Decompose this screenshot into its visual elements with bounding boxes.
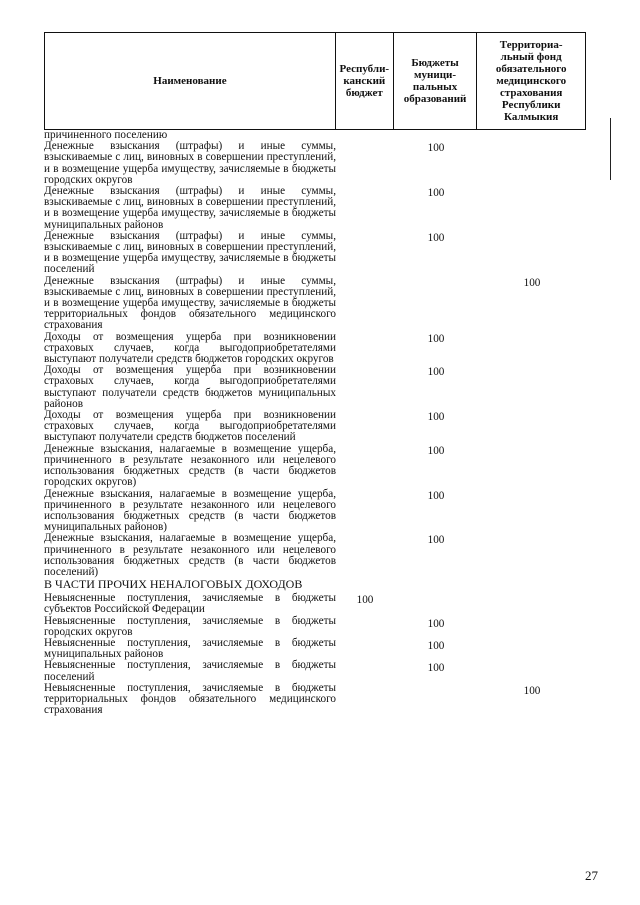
row-municipal: 100 [427,534,445,547]
row-name: Невыясненные поступления, зачисляемые в бюджеты поселений [44,659,336,683]
row-name: Денежные взыскания, налагаемые в возмещение ущерба, причиненного в результате незаконного или нецелевого использования бюджетных средств (в части бюджетов городских округов) [44,442,336,489]
table-row [44,660,586,682]
row-municipal: 100 [427,332,445,345]
row-republic [336,141,394,186]
row-republic [336,276,394,332]
row-fund [478,660,586,682]
row-republic [336,332,394,366]
row-municipal: 100 [427,187,445,200]
row-name: Денежные взыскания (штрафы) и иные суммы, взыскиваемые с лиц, виновных в совершении преступлений, и в возмещение ущерба имуществу, зачисляемые в бюджеты муниципальных районов [44,185,336,231]
row-republic [336,231,394,276]
row-name: Невыясненные поступления, зачисляемые в бюджеты территориальных фондов обязательного медицинского страхования [44,681,336,717]
table-row [44,186,586,231]
row-fund [478,141,586,186]
row-fund: 100 [523,684,541,697]
row-municipal: 100 [427,411,445,424]
row-name: причиненного поселению [44,129,168,141]
header-republic-budget: Республи- канский бюджет [336,33,394,129]
table-row [44,444,586,489]
row-republic [336,489,394,534]
page-number: 27 [585,868,598,883]
row-fund: 100 [523,276,541,289]
row-fund [478,616,586,638]
row-fund [478,593,586,615]
row-republic: 100 [356,594,374,607]
table-row [44,638,586,660]
row-name: Денежные взыскания, налагаемые в возмещение ущерба, причиненного в результате незаконного или нецелевого использования бюджетных средств (в части бюджетов поселений) [44,532,336,578]
row-fund [478,130,586,141]
row-municipal: 100 [427,617,445,630]
row-name: Денежные взыскания, налагаемые в возмещение ущерба, причиненного в результате незаконного или нецелевого использования бюджетных средств (в части бюджетов муниципальных районов) [44,487,336,534]
table-row [44,410,586,444]
row-fund [478,578,586,593]
table-row [44,231,586,276]
row-municipal: 100 [427,231,445,244]
row-republic [336,660,394,682]
row-republic [336,616,394,638]
row-municipal [394,683,478,717]
row-republic [336,365,394,410]
row-name: Денежные взыскания (штрафы) и иные суммы, взыскиваемые с лиц, виновных в совершении преступлений, и в возмещение ущерба имуществу, зачисляемые в бюджеты городских округов [44,140,336,186]
row-fund [478,186,586,231]
section-heading: В ЧАСТИ ПРОЧИХ НЕНАЛОГОВЫХ ДОХОДОВ [44,577,303,592]
row-name: Денежные взыскания (штрафы) и иные суммы, взыскиваемые с лиц, виновных в совершении преступлений, и в возмещение ущерба имуществу, зачисляемые в бюджеты поселений [44,229,336,276]
row-municipal [394,130,478,141]
table-row [44,489,586,534]
row-republic [336,533,394,578]
row-fund [478,533,586,578]
table-body [44,130,586,716]
row-fund [478,332,586,366]
row-name: Денежные взыскания (штрафы) и иные суммы, взыскиваемые с лиц, виновных в совершении преступлений, и в возмещение ущерба имуществу, зачисляемые в бюджеты территориальных фондов обязательного медицинского страхования [44,274,336,332]
row-name: Доходы от возмещения ущерба при возникновении страховых случаев, когда выгодоприобретателями выступают получатели средств бюджетов муниципальных районов [44,364,336,410]
table-header [44,32,586,130]
row-republic [336,578,394,593]
row-name: Невыясненные поступления, зачисляемые в бюджеты муниципальных районов [44,636,336,661]
row-republic [336,444,394,489]
table-row [44,332,586,366]
header-municipal-budgets: Бюджеты муници- пальных образований [394,33,478,129]
table-row [44,616,586,638]
row-fund [478,365,586,410]
row-name: Невыясненные поступления, зачисляемые в бюджеты субъектов Российской Федерации [44,592,336,616]
section-heading-row [44,578,586,593]
header-territorial-fund: Территориа- льный фонд обязательного медицинского страхования Республики Калмыкия [495,39,567,123]
row-republic [336,638,394,660]
table-row [44,365,586,410]
table-row [44,593,586,615]
row-republic [336,410,394,444]
row-fund [478,444,586,489]
row-name: Невыясненные поступления, зачисляемые в бюджеты городских округов [44,614,336,638]
table-row [44,141,586,186]
table-row [44,276,586,332]
row-municipal: 100 [427,662,445,675]
row-municipal: 100 [427,366,445,379]
row-municipal [394,593,478,615]
row-fund [478,231,586,276]
row-municipal: 100 [427,639,445,652]
row-republic [336,683,394,717]
row-fund [478,638,586,660]
table-row [44,533,586,578]
row-name: Доходы от возмещения ущерба при возникновении страховых случаев, когда выгодоприобретателями выступают получатели средств бюджетов городских округов [44,330,336,366]
row-fund [478,489,586,534]
row-municipal [394,276,478,332]
row-republic [336,130,394,141]
row-municipal: 100 [427,489,445,502]
header-name: Наименование [45,33,336,129]
margin-line [610,118,611,180]
row-municipal: 100 [427,142,445,155]
row-municipal [394,578,478,593]
row-republic [336,186,394,231]
table-row [44,683,586,717]
row-municipal: 100 [427,444,445,457]
row-fund [478,410,586,444]
row-name: Доходы от возмещения ущерба при возникновении страховых случаев, когда выгодоприобретателями выступают получатели средств бюджетов поселений [44,409,336,444]
